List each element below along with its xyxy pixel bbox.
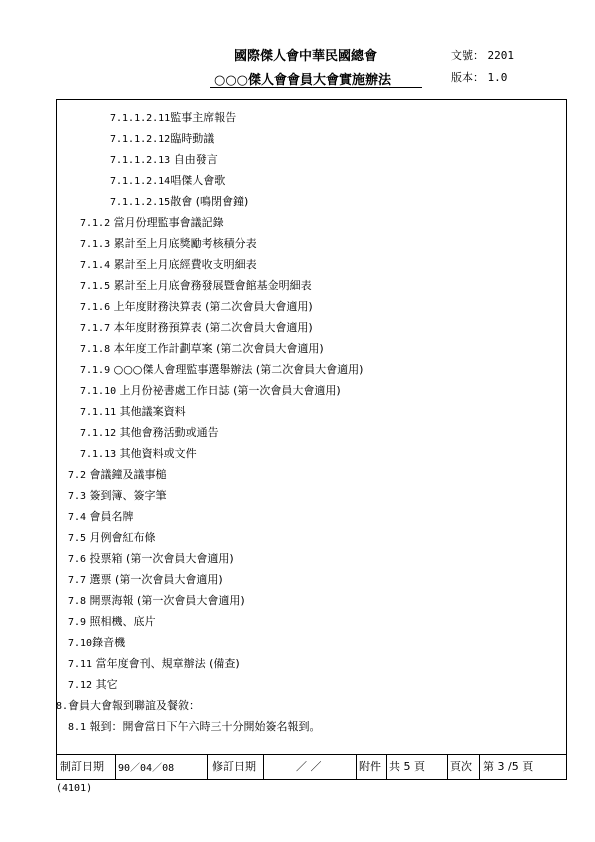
item-number: 7.1.10 xyxy=(80,386,117,397)
doc-no xyxy=(451,47,514,63)
item-text: 臨時動議 xyxy=(170,132,215,145)
item-text: 累計至上月底獎勵考核積分表 xyxy=(110,237,257,250)
item-text: 會議鐘及議事槌 xyxy=(86,468,167,481)
revise-date-value: ／ ／ xyxy=(296,760,322,773)
list-item xyxy=(68,466,167,482)
item-number: 7.7 xyxy=(68,575,87,586)
item-text: 投票箱 (第一次會員大會適用) xyxy=(86,552,234,565)
list-item xyxy=(68,613,156,629)
item-number: 7.1.7 xyxy=(80,323,111,334)
item-number: 7.11 xyxy=(68,659,93,670)
item-text: 自由發言 xyxy=(170,153,218,166)
version-value: 1.0 xyxy=(487,71,508,84)
list-item xyxy=(80,361,363,377)
item-number: 7.1.13 xyxy=(80,449,117,460)
item-text: 其他會務活動或通告 xyxy=(116,426,219,439)
item-number: 7.5 xyxy=(68,533,87,544)
item-number: 7.1.6 xyxy=(80,302,111,313)
list-item xyxy=(110,193,248,209)
item-text: 當月份理監事會議記錄 xyxy=(110,216,224,229)
item-text: 月例會紅布條 xyxy=(86,531,156,544)
page-label: 頁次 xyxy=(450,760,472,773)
list-item xyxy=(110,151,218,167)
list-item xyxy=(68,550,234,566)
item-number: 7.1.2 xyxy=(80,218,111,229)
item-number: 7.9 xyxy=(68,617,87,628)
item-text: 簽到簿、簽字筆 xyxy=(86,489,167,502)
list-item xyxy=(80,382,341,398)
list-item xyxy=(80,424,219,440)
item-number: 7.1.8 xyxy=(80,344,111,355)
list-item xyxy=(80,298,313,314)
item-number: 7.1.1.2.13 xyxy=(110,155,171,166)
list-item xyxy=(110,109,236,125)
list-item xyxy=(80,277,312,293)
list-item xyxy=(68,634,125,650)
item-text: 會員大會報到聯誼及餐敘： xyxy=(68,699,201,712)
org-title: 國際傑人會中華民國總會 xyxy=(234,49,378,64)
item-text: 本年度財務預算表 (第二次會員大會適用) xyxy=(110,321,313,334)
footer-divider xyxy=(356,754,357,780)
item-number: 7.1.12 xyxy=(80,428,117,439)
version xyxy=(451,69,507,85)
item-text: 散會 (鳴閉會鐘) xyxy=(170,195,249,208)
doc-no-label: 文號： xyxy=(451,49,484,62)
item-text: 會員名牌 xyxy=(86,510,134,523)
list-item xyxy=(80,256,257,272)
footer-divider xyxy=(115,754,116,780)
item-number: 7.1.1.2.15 xyxy=(110,197,171,208)
footer-divider xyxy=(386,754,387,780)
attach-label: 附件 xyxy=(359,760,381,773)
attach-value: 共 5 頁 xyxy=(389,760,425,773)
item-text: 選票 (第一次會員大會適用) xyxy=(86,573,223,586)
footer-top-border xyxy=(56,754,567,755)
doc-no-value: 2201 xyxy=(487,49,514,62)
item-text: 累計至上月底經費收支明細表 xyxy=(110,258,257,271)
item-number: 7.1.5 xyxy=(80,281,111,292)
item-text: 報到：開會當日下午六時三十分開始簽名報到。 xyxy=(86,720,321,733)
list-item xyxy=(80,340,324,356)
item-number: 7.10 xyxy=(68,638,93,649)
footer-divider xyxy=(207,754,208,780)
item-number: 7.3 xyxy=(68,491,87,502)
item-number: 7.1.1.2.14 xyxy=(110,176,171,187)
form-code: (4101) xyxy=(56,783,93,794)
item-text: ○○○傑人會理監事選舉辦法 (第二次會員大會適用) xyxy=(110,363,364,376)
list-item xyxy=(68,718,321,734)
item-text: 監事主席報告 xyxy=(170,111,237,124)
item-text: 當年度會刊、規章辦法 (備查) xyxy=(92,657,240,670)
footer-divider xyxy=(263,754,264,780)
item-number: 8.1 xyxy=(68,722,87,733)
item-number: 7.1.3 xyxy=(80,239,111,250)
footer-divider xyxy=(479,754,480,780)
title-underline xyxy=(210,87,422,88)
item-number: 7.2 xyxy=(68,470,87,481)
list-item xyxy=(56,697,200,713)
item-number: 7.1.4 xyxy=(80,260,111,271)
list-item xyxy=(80,445,197,461)
item-text: 上年度財務決算表 (第二次會員大會適用) xyxy=(110,300,313,313)
item-number: 7.1.11 xyxy=(80,407,117,418)
item-number: 7.6 xyxy=(68,554,87,565)
item-text: 其他資料或文件 xyxy=(116,447,197,460)
item-text: 照相機、底片 xyxy=(86,615,156,628)
list-item xyxy=(80,214,224,230)
list-item xyxy=(68,571,223,587)
item-text: 其它 xyxy=(92,678,118,691)
item-number: 7.4 xyxy=(68,512,87,523)
version-label: 版本： xyxy=(451,71,484,84)
list-item xyxy=(80,319,313,335)
item-text: 其他議案資料 xyxy=(116,405,186,418)
item-number: 7.1.9 xyxy=(80,365,111,376)
list-item xyxy=(68,592,245,608)
revise-date-label: 修訂日期 xyxy=(212,760,256,773)
list-item xyxy=(110,130,214,146)
made-date-value: 90／04／08 xyxy=(118,763,175,774)
item-text: 開票海報 (第一次會員大會適用) xyxy=(86,594,245,607)
item-number: 7.1.1.2.12 xyxy=(110,134,171,145)
made-date-label: 制訂日期 xyxy=(60,760,104,773)
list-item xyxy=(68,655,240,671)
footer-divider xyxy=(447,754,448,780)
item-number: 7.1.1.2.11 xyxy=(110,113,171,124)
list-item xyxy=(68,508,134,524)
list-item xyxy=(110,172,225,188)
item-number: 8. xyxy=(56,701,69,712)
list-item xyxy=(68,529,156,545)
list-item xyxy=(68,487,167,503)
list-item xyxy=(80,403,186,419)
item-text: 唱傑人會歌 xyxy=(170,174,226,187)
item-number: 7.8 xyxy=(68,596,87,607)
item-text: 本年度工作計劃草案 (第二次會員大會適用) xyxy=(110,342,324,355)
item-text: 錄音機 xyxy=(92,636,126,649)
list-item xyxy=(68,676,118,692)
page-value: 第 3 /5 頁 xyxy=(483,760,534,773)
item-text: 累計至上月底會務發展暨會館基金明細表 xyxy=(110,279,312,292)
list-item xyxy=(80,235,257,251)
doc-title: ○○○傑人會會員大會實施辦法 xyxy=(214,73,392,88)
item-text: 上月份祕書處工作日誌 (第一次會員大會適用) xyxy=(116,384,341,397)
item-number: 7.12 xyxy=(68,680,93,691)
